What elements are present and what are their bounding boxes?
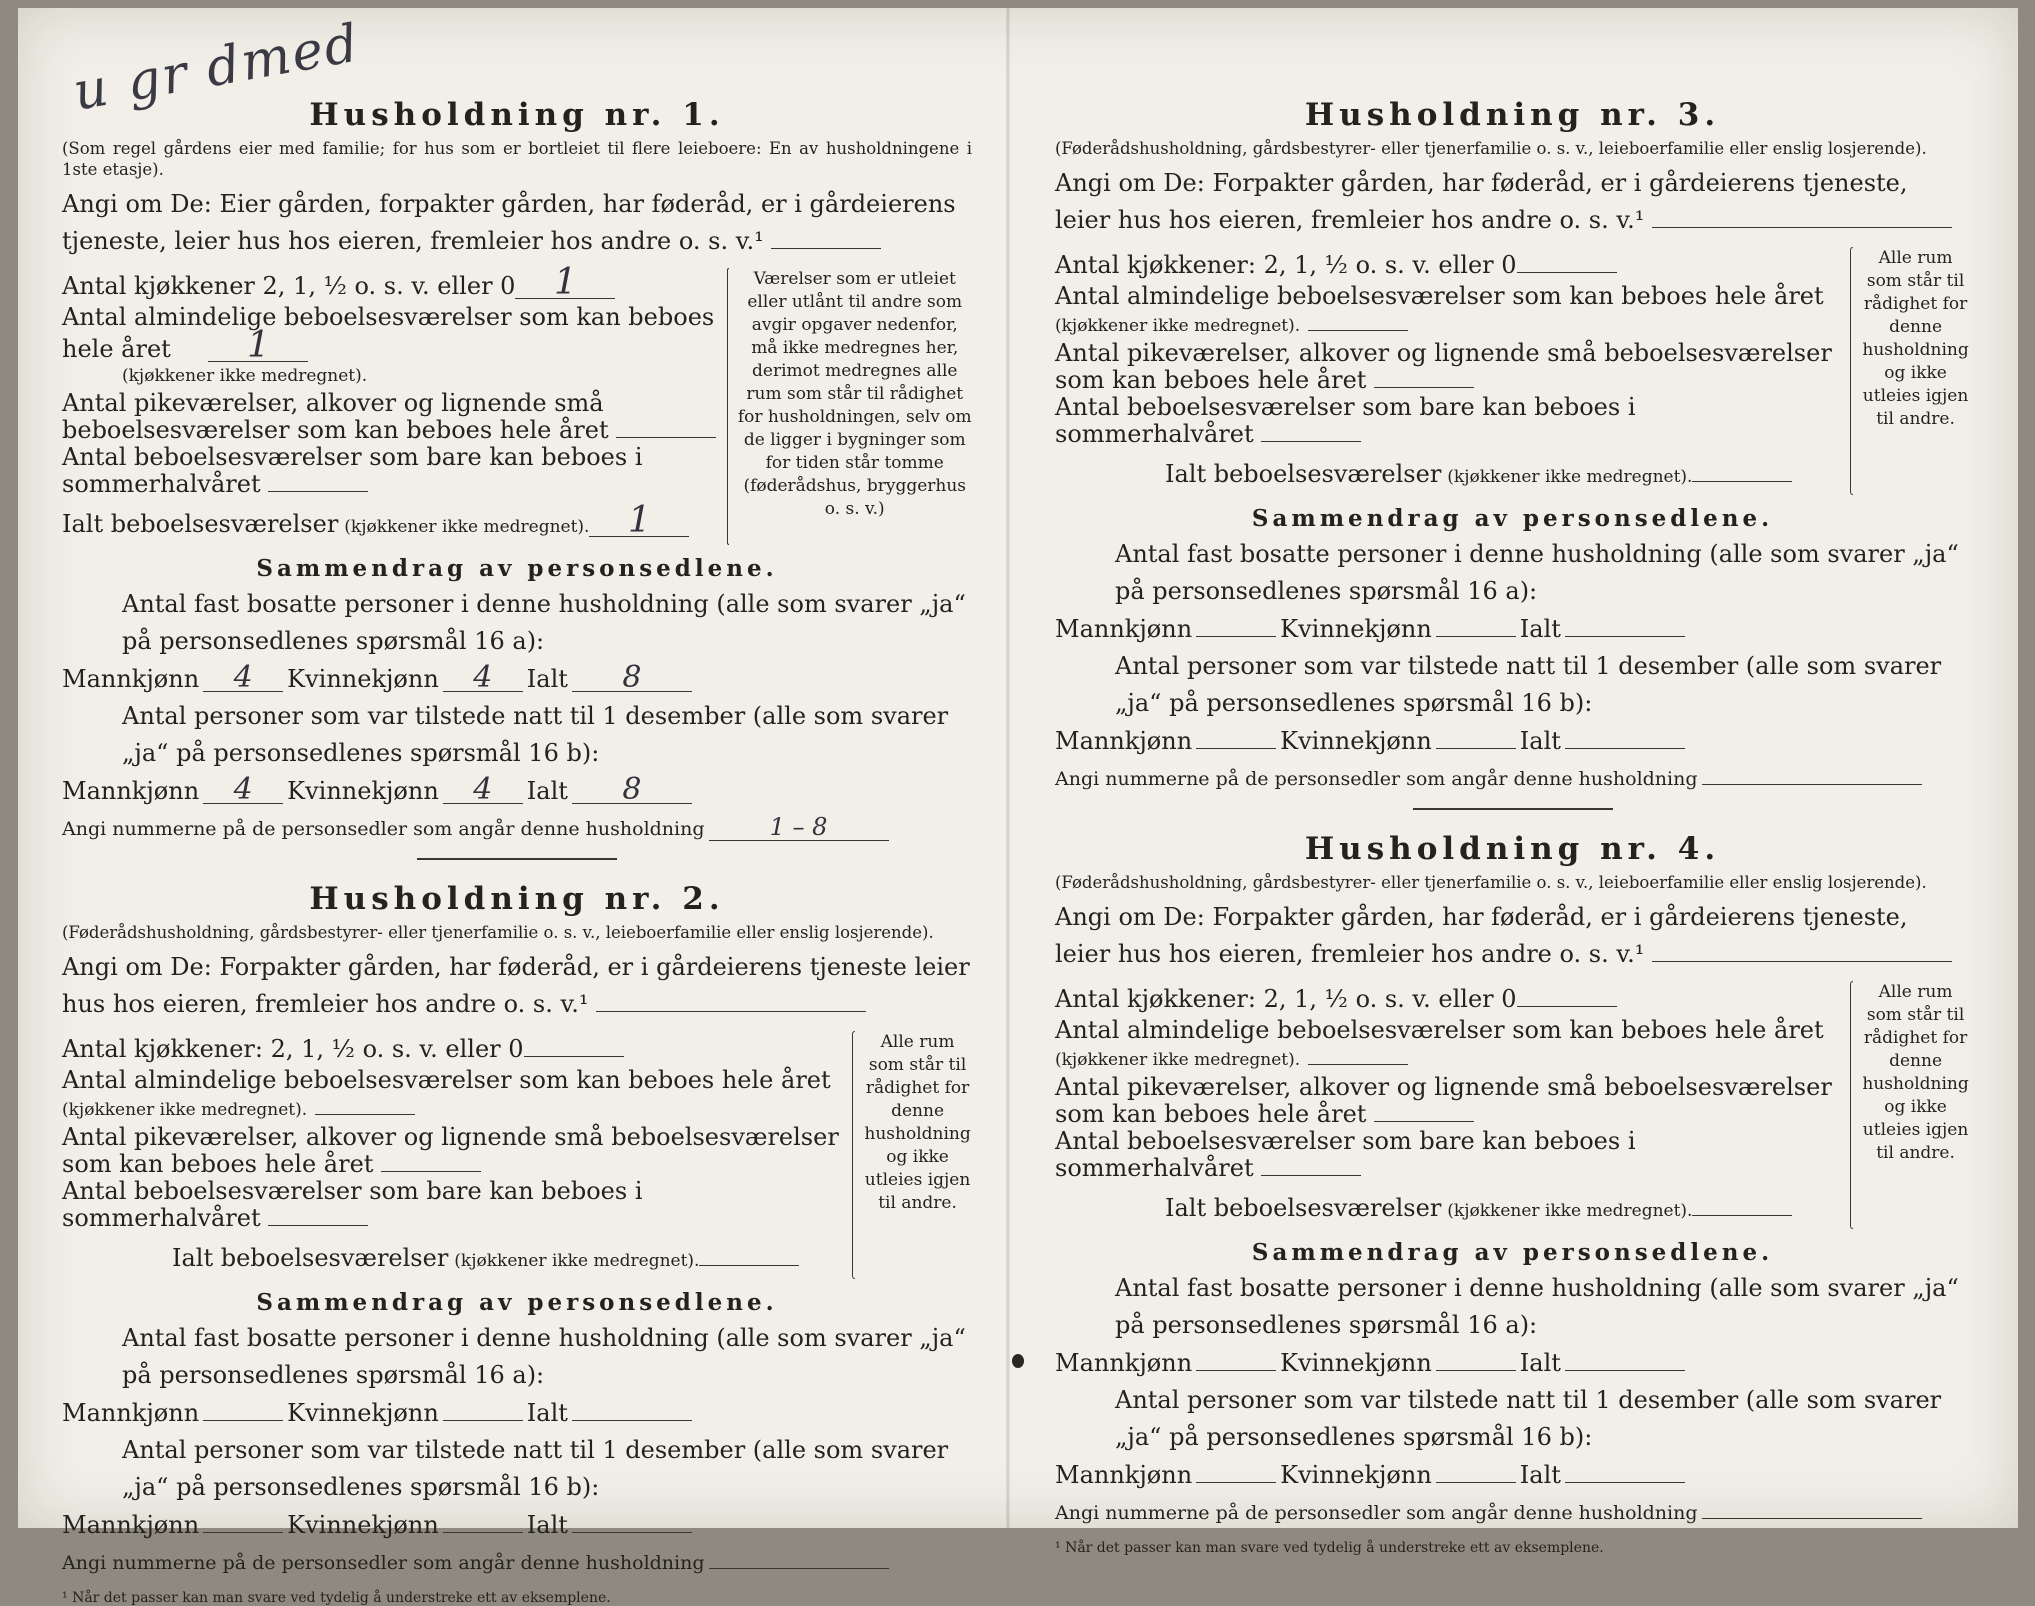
almindelige-sub: (kjøkkener ikke medregnet). (1055, 1050, 1301, 1070)
ialt-sum-label: Ialt (526, 777, 568, 805)
pike-label: Antal pikeværelser, alkover og lignende små beboelsesværelser som kan beboes hele året (1055, 1073, 1832, 1128)
nummer-answer[interactable] (1702, 784, 1922, 785)
tilstede-question: Antal personer som var tilstede natt til 1 desember (alle som svarer „ja“ på personsedlenes spørsmål 16 b): (122, 1436, 949, 1501)
angi-answer-line[interactable] (1652, 961, 1952, 962)
pike-answer[interactable] (1374, 387, 1474, 388)
pike-row (1055, 1074, 1840, 1128)
household-note: (Føderådshusholdning, gårdsbestyrer- eller tjenerfamilie o. s. v., leieboerfamilie eller enslig losjerende). (1055, 873, 1927, 892)
tilstede-answers (62, 1506, 972, 1544)
nummer-label: Angi nummerne på de personsedler som angår denne husholdning (1055, 1502, 1698, 1524)
brace-mark (1850, 981, 1853, 1229)
pike-label: Antal pikeværelser, alkover og lignende små beboelsesværelser som kan beboes hele året (62, 389, 609, 444)
fast-answers (1055, 1344, 1970, 1382)
almindelige-label: Antal almindelige beboelsesværelser som kan beboes hele året (62, 1066, 831, 1094)
nummer-row (62, 810, 972, 848)
brace-note: Alle rum som står til rådighet for denne husholdning og ikke utleies igjen til andre. (864, 1032, 971, 1213)
ialt-row (1055, 1190, 1840, 1229)
tilstede-question: Antal personer som var tilstede natt til 1 desember (alle som svarer „ja“ på personsedlenes spørsmål 16 b): (122, 702, 949, 767)
mann-label: Mannkjønn (62, 1399, 200, 1427)
ialt-row (62, 500, 717, 545)
sommer-label: Antal beboelsesværelser som bare kan beboes i sommerhalvåret (1055, 393, 1636, 448)
angi-text: Angi om De: Forpakter gården, har føderåd, er i gårdeierens tjeneste, leier hus hos eieren, fremleier hos andre o. s. v.¹ (1055, 169, 1908, 234)
sammendrag-heading: Sammendrag av personsedlene. (1251, 505, 1774, 532)
pike-label: Antal pikeværelser, alkover og lignende små beboelsesværelser som kan beboes hele året (62, 1123, 839, 1178)
household-note: (Som regel gårdens eier med familie; for hus som er bortleiet til flere leieboere: En av husholdningene i 1ste etasje). (62, 139, 972, 179)
ialt-answer[interactable]: 1 (589, 506, 689, 537)
ialt-sum-label: Ialt (1519, 1349, 1561, 1377)
fast-kvinne-answer[interactable] (443, 1420, 523, 1421)
ialt-sum-label: Ialt (1519, 727, 1561, 755)
kjokkener-row (62, 1031, 842, 1067)
ialt-answer[interactable] (1692, 1215, 1792, 1216)
fast-answers (1055, 610, 1970, 648)
nummer-label: Angi nummerne på de personsedler som angår denne husholdning (62, 1552, 705, 1574)
ialt-label: Ialt beboelsesværelser (1165, 460, 1442, 488)
sammendrag-heading: Sammendrag av personsedlene. (256, 555, 778, 582)
household-title: Husholdning nr. 1. (309, 97, 725, 133)
angi-question (1055, 165, 1970, 239)
pike-row (62, 390, 717, 444)
household-note: (Føderådshusholdning, gårdsbestyrer- eller tjenerfamilie o. s. v., leieboerfamilie eller enslig losjerende). (62, 923, 934, 942)
kvinne-label: Kvinnekjønn (1280, 615, 1432, 643)
nummer-row (1055, 1494, 1970, 1532)
section-divider (417, 858, 617, 860)
ialt-label: Ialt beboelsesværelser (172, 1244, 449, 1272)
sommer-label: Antal beboelsesværelser som bare kan beboes i sommerhalvåret (62, 443, 643, 498)
kjokkener-answer[interactable] (1517, 272, 1617, 273)
nummer-answer[interactable]: 1 – 8 (709, 814, 889, 841)
kjokkener-answer[interactable]: 1 (515, 268, 615, 299)
binding-hole (1012, 1354, 1024, 1368)
sommer-answer[interactable] (1261, 441, 1361, 442)
household-3 (1055, 92, 1970, 810)
sommer-row (1055, 394, 1840, 448)
angi-text: Angi om De: Forpakter gården, har føderåd, er i gårdeierens tjeneste leier hus hos eieren, fremleier hos andre o. s. v.¹ (62, 953, 970, 1018)
til-ialt-answer[interactable] (1565, 1482, 1685, 1483)
tilstede-question: Antal personer som var tilstede natt til 1 desember (alle som svarer „ja“ på personsedlenes spørsmål 16 b): (1115, 1386, 1942, 1451)
nummer-label: Angi nummerne på de personsedler som angår denne husholdning (1055, 768, 1698, 790)
rooms-block (62, 1031, 972, 1279)
sammendrag-heading: Sammendrag av personsedlene. (1251, 1239, 1774, 1266)
nummer-label: Angi nummerne på de personsedler som angår denne husholdning (62, 818, 705, 840)
fast-mann-answer[interactable] (203, 1420, 283, 1421)
kvinne-label: Kvinnekjønn (1280, 727, 1432, 755)
pike-row (62, 1124, 842, 1178)
almindelige-row (1055, 1017, 1840, 1074)
fast-question: Antal fast bosatte personer i denne husholdning (alle som svarer „ja“ på personsedlenes spørsmål 16 a): (1115, 1274, 1959, 1339)
pike-label: Antal pikeværelser, alkover og lignende små beboelsesværelser som kan beboes hele året (1055, 339, 1832, 394)
almindelige-row (62, 304, 717, 390)
kjokkener-row (1055, 247, 1840, 283)
kjokkener-row (62, 262, 717, 304)
brace-mark (852, 1031, 855, 1279)
brace-note: Alle rum som står til rådighet for denne husholdning og ikke utleies igjen til andre. (1862, 982, 1969, 1163)
brace-block (727, 268, 972, 545)
angi-answer-line[interactable] (771, 248, 881, 249)
fast-ialt-answer[interactable] (1565, 1370, 1685, 1371)
fast-kvinne-answer[interactable] (1436, 1370, 1516, 1371)
til-mann-answer[interactable] (1196, 1482, 1276, 1483)
mann-label: Mannkjønn (1055, 727, 1193, 755)
nummer-answer[interactable] (1702, 1518, 1922, 1519)
mann-label: Mannkjønn (1055, 1349, 1193, 1377)
kvinne-label: Kvinnekjønn (287, 665, 439, 693)
pike-answer[interactable] (1374, 1121, 1474, 1122)
angi-text: Angi om De: Forpakter gården, har føderåd, er i gårdeierens tjeneste, leier hus hos eieren, fremleier hos andre o. s. v.¹ (1055, 903, 1908, 968)
mann-label: Mannkjønn (62, 1511, 200, 1539)
til-ialt-answer[interactable] (572, 1532, 692, 1533)
kjokkener-label: Antal kjøkkener: 2, 1, ½ o. s. v. eller 0 (62, 1035, 524, 1063)
almindelige-sub: (kjøkkener ikke medregnet). (122, 366, 368, 386)
ialt-sub: (kjøkkener ikke medregnet). (344, 517, 590, 537)
ialt-sub: (kjøkkener ikke medregnet). (1447, 1201, 1693, 1221)
tilstede-question: Antal personer som var tilstede natt til 1 desember (alle som svarer „ja“ på personsedlenes spørsmål 16 b): (1115, 652, 1942, 717)
brace-mark (1850, 247, 1853, 495)
kjokkener-answer[interactable] (524, 1056, 624, 1057)
brace-note: Værelser som er utleiet eller utlånt til andre som avgir opgaver nedenfor, må ikke medregnes her, derimot medregnes alle rum som står til rådighet for husholdningen, selv om de ligger i bygninger som for tiden står tomme (føderådshus, bryggerhus o. s. v.) (737, 269, 972, 519)
household-2 (62, 876, 972, 1606)
household-title: Husholdning nr. 3. (1304, 97, 1721, 133)
brace-mark (727, 268, 729, 545)
sommer-row (1055, 1128, 1840, 1182)
almindelige-answer[interactable]: 1 (208, 331, 308, 362)
sommer-answer[interactable] (268, 1225, 368, 1226)
ialt-row (1055, 456, 1840, 495)
almindelige-sub: (kjøkkener ikke medregnet). (62, 1100, 308, 1120)
almindelige-label: Antal almindelige beboelsesværelser som kan beboes hele året (1055, 1016, 1824, 1044)
sommer-answer[interactable] (1261, 1175, 1361, 1176)
rooms-questions (1055, 247, 1840, 495)
kjokkener-row (1055, 981, 1840, 1017)
angi-question (62, 949, 972, 1023)
right-column (1055, 92, 1970, 1556)
til-ialt-answer[interactable] (1565, 748, 1685, 749)
kvinne-label: Kvinnekjønn (1280, 1349, 1432, 1377)
sammendrag-heading: Sammendrag av personsedlene. (256, 1289, 778, 1316)
fast-question: Antal fast bosatte personer i denne husholdning (alle som svarer „ja“ på personsedlenes spørsmål 16 a): (122, 590, 966, 655)
tilstede-answers (1055, 1456, 1970, 1494)
rooms-questions (62, 1031, 842, 1279)
fast-ialt-answer[interactable] (572, 1420, 692, 1421)
kvinne-label: Kvinnekjønn (287, 1399, 439, 1427)
brace-block (1850, 247, 1970, 495)
pike-row (1055, 340, 1840, 394)
fast-mann-answer[interactable]: 4 (203, 665, 283, 692)
til-kvinne-answer[interactable]: 4 (443, 777, 523, 804)
fast-ialt-answer[interactable]: 8 (572, 665, 692, 692)
ialt-answer[interactable] (1692, 481, 1792, 482)
ialt-answer[interactable] (699, 1265, 799, 1266)
kjokkener-label: Antal kjøkkener 2, 1, ½ o. s. v. eller 0 (62, 272, 516, 300)
ialt-sum-label: Ialt (526, 1399, 568, 1427)
angi-question (1055, 899, 1970, 973)
mann-label: Mannkjønn (1055, 615, 1193, 643)
ialt-row (62, 1240, 842, 1279)
household-title: Husholdning nr. 2. (309, 881, 725, 917)
kjokkener-label: Antal kjøkkener: 2, 1, ½ o. s. v. eller 0 (1055, 251, 1517, 279)
fast-mann-answer[interactable] (1196, 636, 1276, 637)
fast-mann-answer[interactable] (1196, 1370, 1276, 1371)
ialt-label: Ialt beboelsesværelser (1165, 1194, 1442, 1222)
tilstede-answers (1055, 722, 1970, 760)
kvinne-label: Kvinnekjønn (287, 777, 439, 805)
pike-answer[interactable] (616, 437, 716, 438)
fast-question: Antal fast bosatte personer i denne husholdning (alle som svarer „ja“ på personsedlenes spørsmål 16 a): (1115, 540, 1959, 605)
ialt-sum-label: Ialt (526, 665, 568, 693)
household-title: Husholdning nr. 4. (1304, 831, 1721, 867)
almindelige-label: Antal almindelige beboelsesværelser som kan beboes hele året (1055, 282, 1824, 310)
sommer-row (62, 1178, 842, 1232)
almindelige-answer[interactable] (1308, 330, 1408, 331)
nummer-row (1055, 760, 1970, 798)
household-4 (1055, 826, 1970, 1556)
kjokkener-label: Antal kjøkkener: 2, 1, ½ o. s. v. eller 0 (1055, 985, 1517, 1013)
brace-block (852, 1031, 972, 1279)
page-fold (1006, 8, 1010, 1528)
kvinne-label: Kvinnekjønn (1280, 1461, 1432, 1489)
almindelige-answer[interactable] (1308, 1064, 1408, 1065)
ialt-sum-label: Ialt (526, 1511, 568, 1539)
handwritten-note: u gr dmed (68, 13, 365, 123)
brace-note: Alle rum som står til rådighet for denne husholdning og ikke utleies igjen til andre. (1862, 248, 1969, 429)
fast-kvinne-answer[interactable]: 4 (443, 665, 523, 692)
angi-question (62, 186, 972, 260)
ialt-label: Ialt beboelsesværelser (62, 510, 339, 538)
sommer-row (62, 444, 717, 498)
fast-answers (62, 660, 972, 698)
mann-label: Mannkjønn (62, 777, 200, 805)
angi-text: Angi om De: Eier gården, forpakter gården, har føderåd, er i gårdeierens tjeneste, leier hus hos eieren, fremleier hos andre o. s. v.¹ (62, 190, 956, 255)
angi-answer-line[interactable] (596, 1011, 866, 1012)
rooms-questions (1055, 981, 1840, 1229)
household-note: (Føderådshusholdning, gårdsbestyrer- eller tjenerfamilie o. s. v., leieboerfamilie eller enslig losjerende). (1055, 139, 1927, 158)
brace-block (1850, 981, 1970, 1229)
ialt-sum-label: Ialt (1519, 615, 1561, 643)
til-mann-answer[interactable]: 4 (203, 777, 283, 804)
almindelige-sub: (kjøkkener ikke medregnet). (1055, 316, 1301, 336)
left-column (62, 92, 972, 1606)
almindelige-label: Antal almindelige beboelsesværelser som kan beboes hele året (62, 303, 715, 363)
footnote: ¹ Når det passer kan man svare ved tydelig å understreke ett av eksemplene. (1055, 1540, 1604, 1556)
almindelige-row (62, 1067, 842, 1124)
til-mann-answer[interactable] (203, 1532, 283, 1533)
fast-ialt-answer[interactable] (1565, 636, 1685, 637)
mann-label: Mannkjønn (1055, 1461, 1193, 1489)
almindelige-row (1055, 283, 1840, 340)
nummer-row (62, 1544, 972, 1582)
rooms-block (1055, 247, 1970, 495)
rooms-questions (62, 262, 717, 545)
almindelige-answer[interactable] (315, 1114, 415, 1115)
section-divider (1413, 808, 1613, 810)
rooms-block (62, 262, 972, 545)
til-kvinne-answer[interactable] (1436, 748, 1516, 749)
sommer-label: Antal beboelsesværelser som bare kan beboes i sommerhalvåret (1055, 1127, 1636, 1182)
til-kvinne-answer[interactable] (443, 1532, 523, 1533)
sommer-answer[interactable] (268, 491, 368, 492)
ialt-sub: (kjøkkener ikke medregnet). (1447, 467, 1693, 487)
household-1 (62, 92, 972, 860)
kvinne-label: Kvinnekjønn (287, 1511, 439, 1539)
rooms-block (1055, 981, 1970, 1229)
ialt-sub: (kjøkkener ikke medregnet). (454, 1251, 700, 1271)
til-kvinne-answer[interactable] (1436, 1482, 1516, 1483)
angi-answer-line[interactable] (1652, 227, 1952, 228)
tilstede-answers (62, 772, 972, 810)
sommer-label: Antal beboelsesværelser som bare kan beboes i sommerhalvåret (62, 1177, 643, 1232)
til-ialt-answer[interactable]: 8 (572, 777, 692, 804)
fast-kvinne-answer[interactable] (1436, 636, 1516, 637)
fast-answers (62, 1394, 972, 1432)
pike-answer[interactable] (381, 1171, 481, 1172)
til-mann-answer[interactable] (1196, 748, 1276, 749)
kjokkener-answer[interactable] (1517, 1006, 1617, 1007)
nummer-answer[interactable] (709, 1568, 889, 1569)
mann-label: Mannkjønn (62, 665, 200, 693)
ialt-sum-label: Ialt (1519, 1461, 1561, 1489)
footnote: ¹ Når det passer kan man svare ved tydelig å understreke ett av eksemplene. (62, 1590, 611, 1606)
fast-question: Antal fast bosatte personer i denne husholdning (alle som svarer „ja“ på personsedlenes spørsmål 16 a): (122, 1324, 966, 1389)
